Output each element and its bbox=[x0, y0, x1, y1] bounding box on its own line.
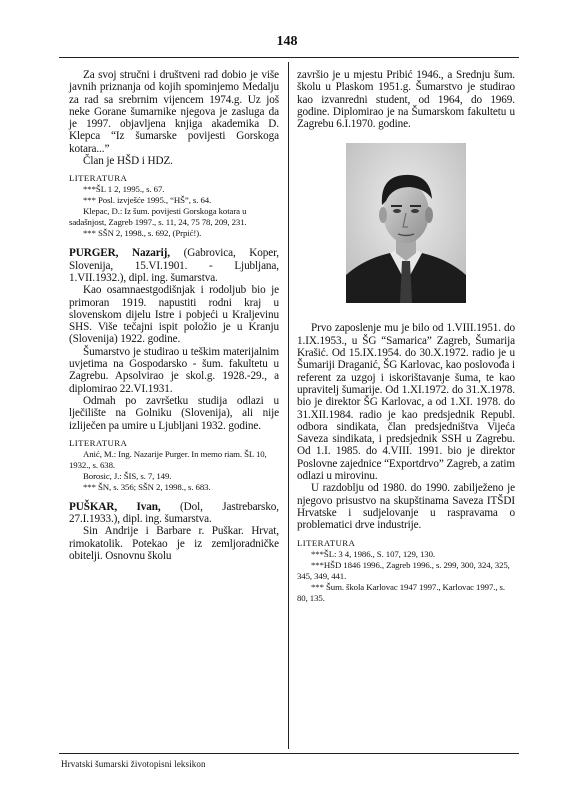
entry-name-purger: PURGER, Nazarij, bbox=[69, 247, 170, 260]
literature-item: *** Posl. izvješće 1995., “HŠ”, s. 64. bbox=[83, 195, 212, 206]
entry-paragraph: Prvo zaposlenje mu je bilo od 1.VIII.1951. do 1.IX.1953., u ŠG “Samarica” Zagreb, Šumarija Krašić. Od 15.IX.1954. do 30.X.1972. radio je u Šumariji Draganić, ŠG Karlovac, kao poslovođa i referent za uzgoj i iskorištavanje šuma, te kao upravitelj šumarije. Od 1.XI.1972. do 31.X.1978. bio je direktor ŠG Karlovac, a od 1.XI. 1978. do 31.XII.1984. radio je kao predsjednik Republ. odbora sindikata, član predsjedništva Vijeća Saveza sindikata, i predsjednik SSH u Zagrebu. Od 1.I. 1985. do 4.VIII. 1991. bio je direktor Poslovne zajednice “Exportdrvo” Zagreb, a zatim odlazi u mirovinu. bbox=[297, 322, 515, 483]
literature-item: *** Šum. škola Karlovac 1947 1997., Karlovac 1997., s. 80, 135. bbox=[297, 581, 505, 603]
literature-item: *** ŠN, s. 356; SŠN 2, 1998., s. 683. bbox=[83, 481, 211, 492]
literature-item: Klepac, D.: Iz šum. povijesti Gorskoga kotara u sadašnjost, Zagreb 1997., s. 11, 24, 75 78, 209, 231. bbox=[69, 206, 247, 228]
entry-paragraph: Kao osamnaestgodišnjak i rodoljub bio je primoran 1919. napustiti rodni kraj u slovenskom dijelu Istre i pobjeći u Kraljevinu SHS. Više tečajni ispit položio je u Kranju (Slovenija) 1922. godine. bbox=[69, 284, 279, 346]
left-column bbox=[69, 69, 279, 562]
book-title-footer: Hrvatski šumarski životopisni leksikon bbox=[61, 759, 206, 769]
literature-heading: LITERATURA bbox=[69, 437, 128, 448]
intro-paragraph: Za svoj stručni i društveni rad dobio je više javnih priznanja od kojih spominjemo Medalju za rad sa srebrnim vijencem 1974.g. Uz još neke Gorane šumarnike njegova je zasluga da je 1997. objavljena knjiga akademika D. Klepca “Iz šumarske povijesti Gorskoga kotara...” bbox=[69, 69, 279, 155]
entry-paragraph: završio je u mjestu Pribić 1946., a Srednju šum. školu u Plaskom 1951.g. Šumarstvo je studirao kao izvanredni student, od 1964, do 1969. godine. Diplomirao je na Šumarskom fakultetu u Zagrebu 6.I.1970. godine. bbox=[297, 69, 515, 131]
entry-name-puskar: PUŠKAR, Ivan, bbox=[69, 500, 161, 513]
entry-paragraph: U razdoblju od 1980. do 1990. zabilježeno je njegovo prisustvo na skupštinama Saveza ITŠDI Hrvatske i sudjelovanje u raspravama o problematici drve industrije. bbox=[297, 482, 515, 532]
entry-details: (Gabrovica, Koper, Slovenija, 15.VI.1901. - Ljubljana, 1.VII.1932.), dipl. ing. šumarstva. bbox=[69, 247, 279, 284]
literature-heading: LITERATURA bbox=[297, 537, 356, 548]
entry-purger-intro bbox=[69, 247, 279, 284]
literature-item: ***HŠD 1846 1996., Zagreb 1996., s. 299, 300, 324, 325, 345, 349, 441. bbox=[297, 559, 510, 581]
header-rule bbox=[59, 57, 519, 58]
right-column bbox=[297, 69, 515, 604]
column-divider bbox=[288, 62, 289, 749]
page-number: 148 bbox=[276, 34, 298, 49]
literature-item: *** SŠN 2, 1998., s. 692, (Prpić!). bbox=[83, 228, 202, 239]
literature-item: Anić, M.: Ing. Nazarije Purger. In memo riam. ŠL 10, 1932., s. 638. bbox=[69, 448, 267, 470]
footer-rule bbox=[59, 753, 519, 754]
literature-heading: LITERATURA bbox=[69, 173, 128, 184]
entry-details: (Dol, Jastrebarsko, 27.I.1933.), dipl. ing. šumarstva. bbox=[69, 500, 279, 526]
membership-line: Član je HŠD i HDZ. bbox=[83, 155, 173, 168]
entry-puskar-intro bbox=[69, 501, 279, 526]
entry-paragraph: Sin Andrije i Barbare r. Puškar. Hrvat, rimokatolik. Potekao je iz zemljoradničke obitelji. Osnovnu školu bbox=[69, 525, 279, 563]
literature-item: ***ŠL 1 2, 1995., s. 67. bbox=[83, 184, 165, 195]
entry-paragraph: Šumarstvo je studirao u teškim materijalnim uvjetima na Gospodarsko - šum. fakultetu u Zagrebu. Apsolvirao je skol.g. 1928.-29., a diplomirao 22.VI.1931. bbox=[69, 345, 279, 395]
literature-item: ***ŠL: 3 4, 1986., S. 107, 129, 130. bbox=[311, 548, 435, 559]
literature-item: Borosic, J.: ŠIS, s. 7, 149. bbox=[83, 470, 172, 481]
portrait-image bbox=[346, 143, 466, 303]
portrait-photo bbox=[346, 143, 466, 303]
entry-paragraph: Odmah po završetku studija odlazi u lječilište na Golniku (Slovenija), ali nije izliječen pa umire u Ljubljani 1932. godine. bbox=[69, 394, 279, 432]
